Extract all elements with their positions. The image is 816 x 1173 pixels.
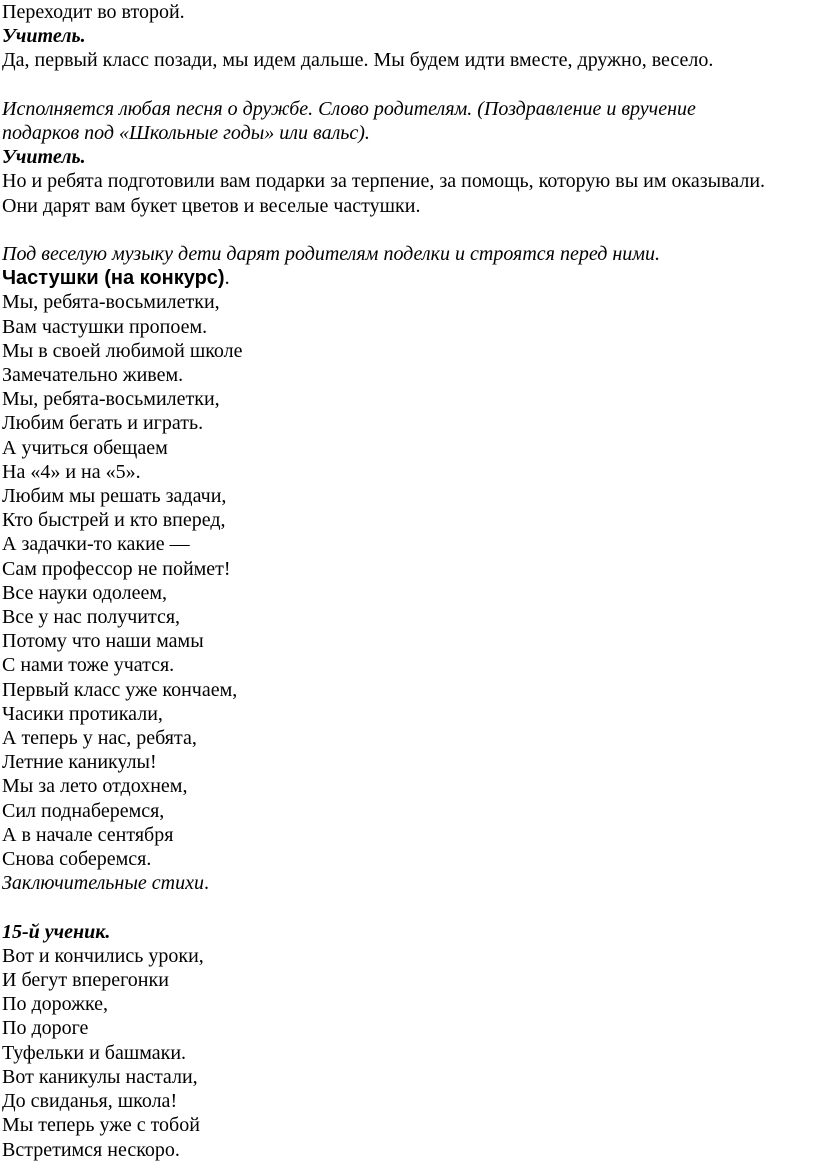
verse-line: С нами тоже учатся. (2, 654, 175, 677)
note-punctuation: . (203, 872, 209, 895)
document-page (2, 0, 814, 1162)
verse-line: Кто быстрей и кто вперед, (2, 509, 226, 532)
text-line: Переходит во второй. (2, 1, 185, 23)
verse-line: А задачки-то какие — (2, 533, 190, 556)
verse-line: Мы в своей любимой школе (2, 339, 243, 362)
blank-line (2, 73, 814, 97)
section-heading-line (2, 266, 814, 290)
verse-line: Потому что наши мамы (2, 630, 204, 653)
stage-direction: Исполняется любая песня о дружбе. Слово родителям. (Поздравление и вручение (2, 97, 696, 120)
stage-direction: подарков под «Школьные годы» или вальс). (2, 122, 370, 144)
verse-line: Сам профессор не поймет! (2, 557, 231, 580)
speaker-label: 15-й ученик. (2, 920, 111, 943)
blank-line (2, 218, 814, 242)
verse-line: Мы теперь уже с тобой (2, 1114, 200, 1137)
verse-line: А теперь у нас, ребята, (2, 727, 197, 750)
verse-line: Встретимся нескоро. (2, 1138, 180, 1161)
verse-line: Мы, ребята-восьмилетки, (2, 388, 220, 411)
verse-line: Замечательно живем. (2, 364, 184, 387)
stage-direction: Под веселую музыку дети дарят родителям поделки и строятся перед ними. (2, 243, 661, 265)
verse-line: А в начале сентября (2, 823, 174, 846)
verse-line: Любим мы решать задачи, (2, 485, 227, 508)
verse-line: Мы за лето отдохнем, (2, 775, 188, 798)
verse-line: До свиданья, школа! (2, 1090, 178, 1113)
verse-line: Сил поднаберемся, (2, 799, 165, 822)
section-note-line (2, 871, 814, 895)
verse-line: Вот каникулы настали, (2, 1065, 198, 1088)
speaker-label: Учитель. (2, 146, 86, 169)
section-heading: Частушки (на конкурс) (2, 267, 225, 290)
verse-line: На «4» и на «5». (2, 460, 141, 483)
verse-line: А учиться обещаем (2, 436, 168, 459)
verse-line: Все у нас получится, (2, 606, 181, 629)
verse-line: Все науки одолеем, (2, 581, 168, 604)
verse-line: По дорожке, (2, 993, 109, 1016)
text-line: Но и ребята подготовили вам подарки за терпение, за помощь, которую вы им оказывали. (2, 170, 766, 193)
verse-line: Летние каникулы! (2, 751, 157, 774)
verse-line: Снова соберемся. (2, 848, 152, 871)
verse-line: И бегут вперегонки (2, 969, 169, 992)
verse-line: Первый класс уже кончаем, (2, 678, 238, 701)
verse-line: Часики протикали, (2, 702, 163, 725)
text-line: Да, первый класс позади, мы идем дальше. Мы будем идти вместе, дружно, весело. (2, 49, 714, 72)
verse-line: Любим бегать и играть. (2, 412, 204, 435)
verse-line: Вот и кончились уроки, (2, 944, 204, 967)
text-line: Они дарят вам букет цветов и веселые частушки. (2, 194, 421, 217)
heading-punctuation: . (224, 267, 230, 290)
verse-line: Вам частушки пропоем. (2, 315, 208, 338)
blank-line (2, 895, 814, 919)
verse-line: Мы, ребята-восьмилетки, (2, 291, 220, 314)
section-note: Заключительные стихи (2, 872, 204, 895)
speaker-label: Учитель. (2, 25, 86, 48)
verse-line: По дороге (2, 1017, 89, 1040)
verse-line: Туфельки и башмаки. (2, 1041, 187, 1064)
